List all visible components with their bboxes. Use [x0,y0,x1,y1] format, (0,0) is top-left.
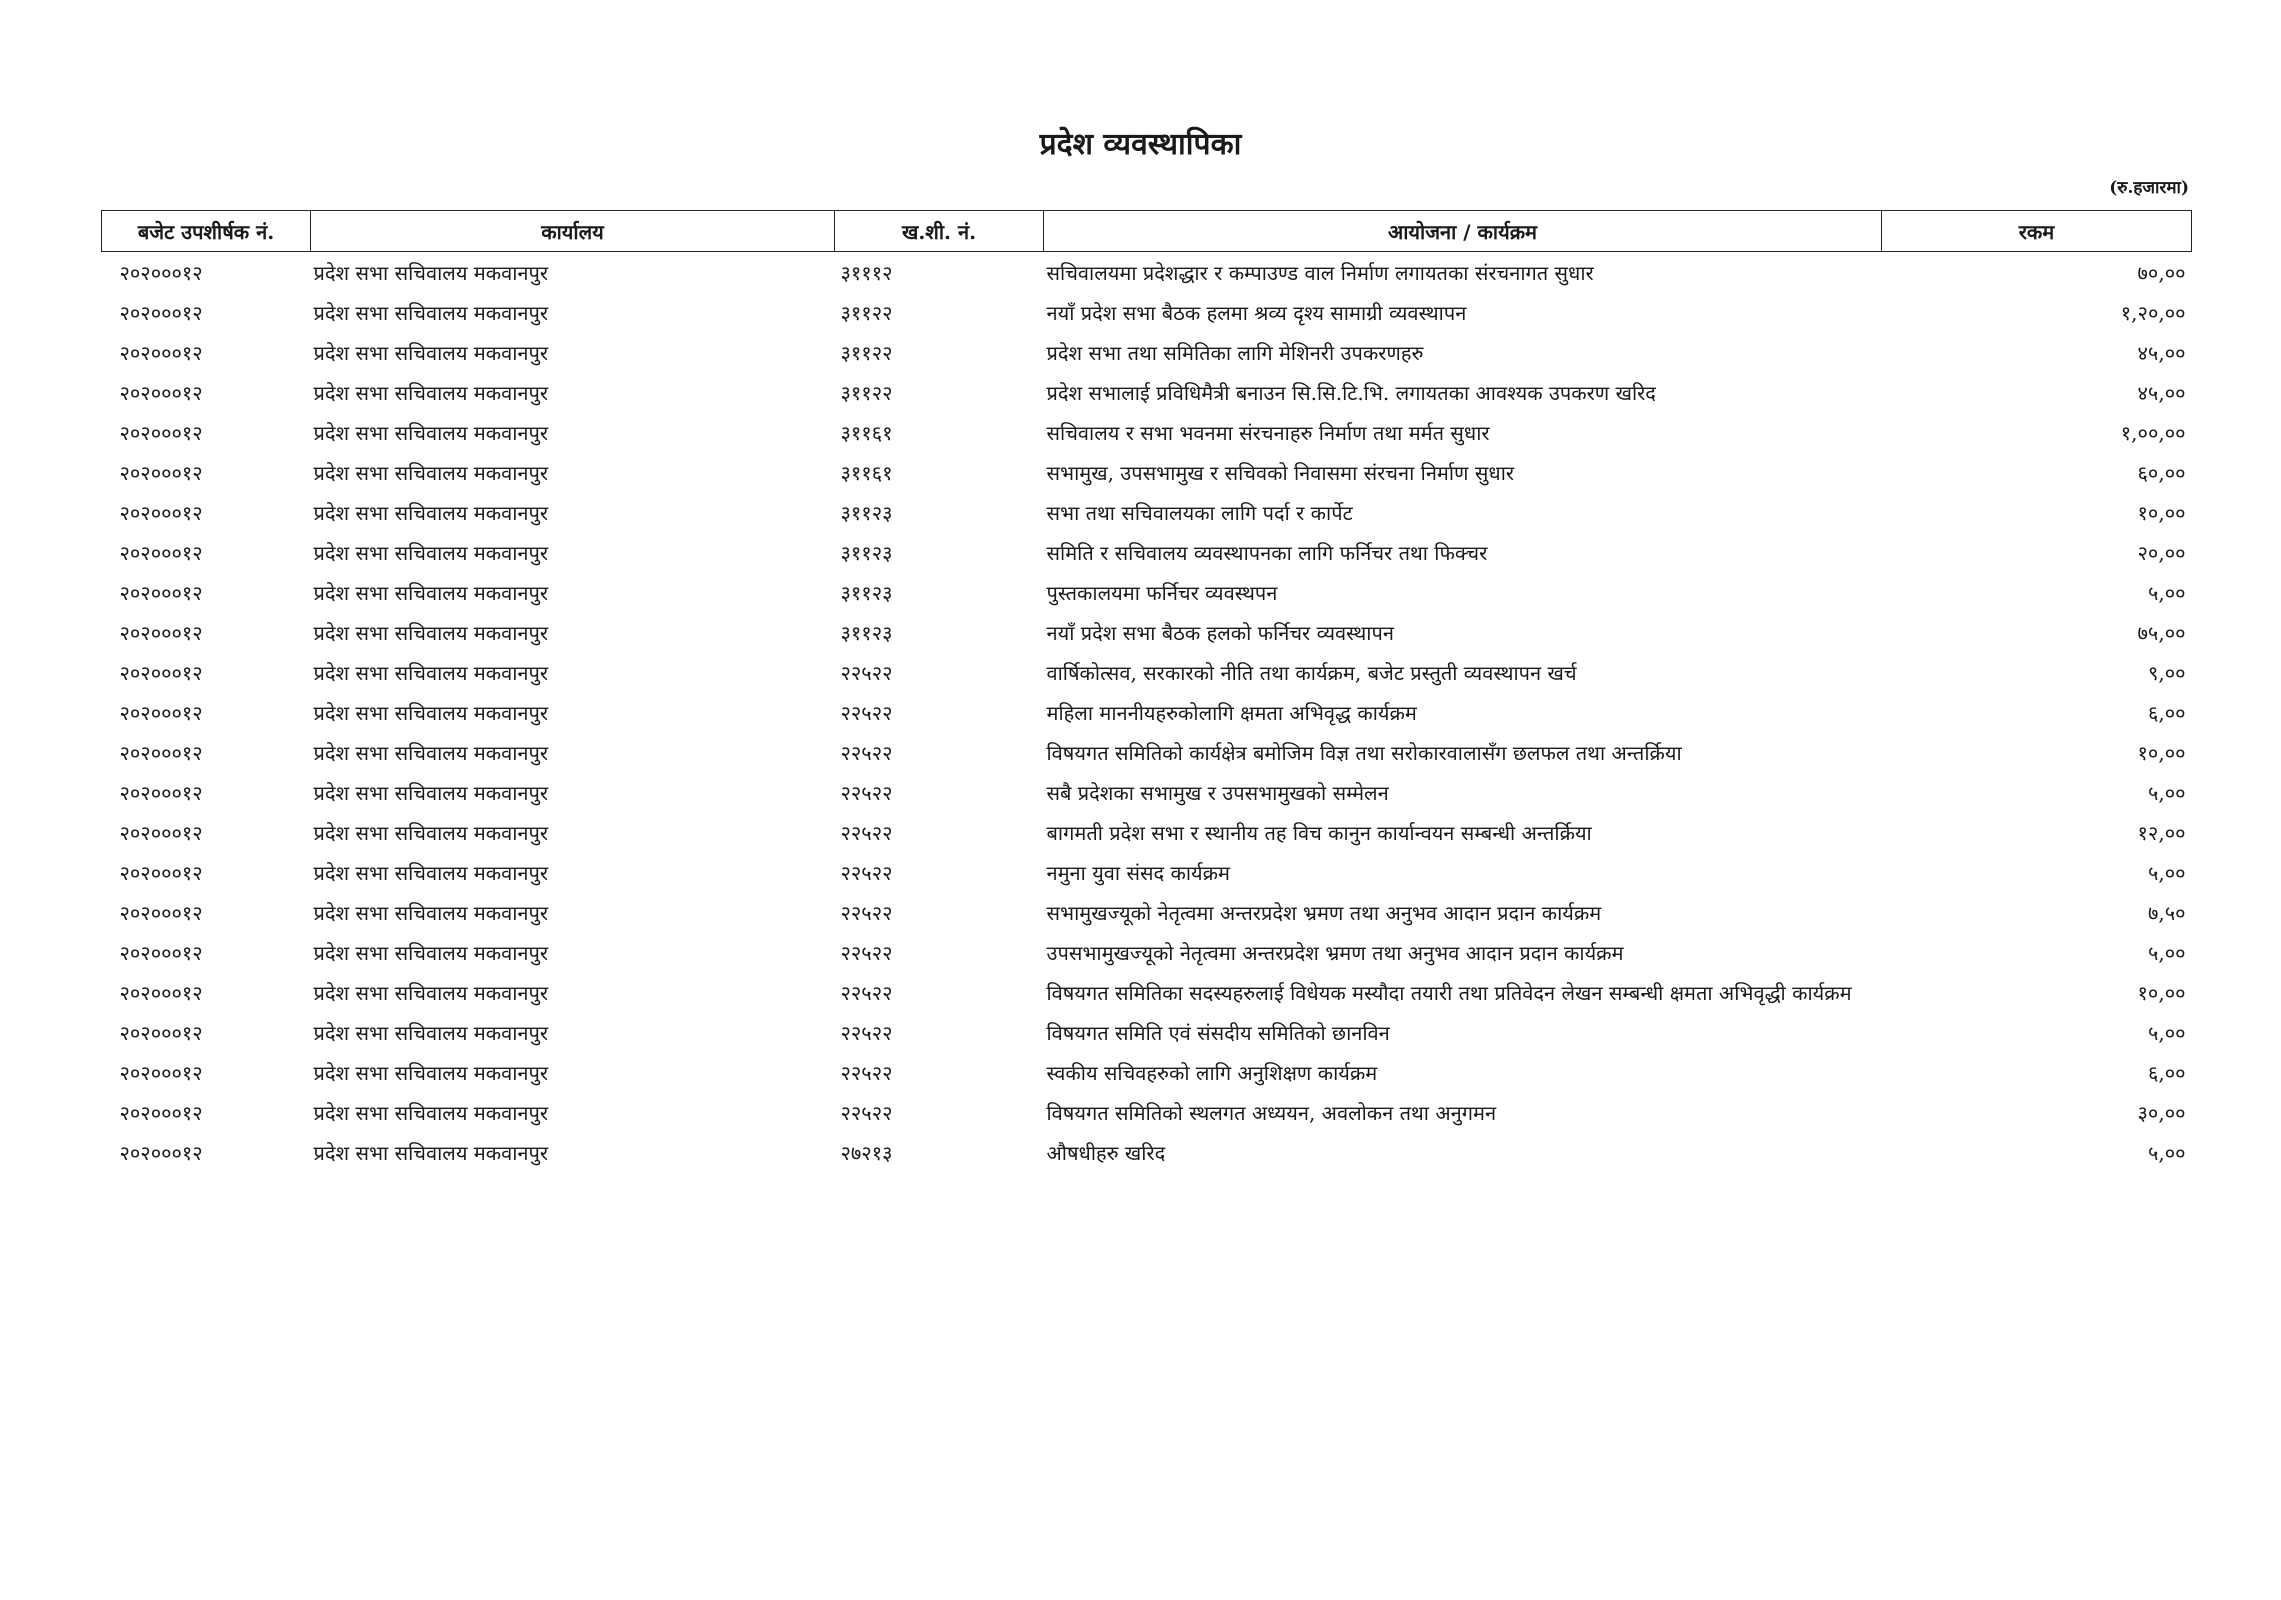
cell-expenditure-head-no: २२५२२ [840,941,893,965]
header-expenditure-head-no: ख.शी. नं. [835,211,1044,252]
cell-budget-subheading-no: २०२०००१२ [119,341,203,365]
cell-project-program: पुस्तकालयमा फर्निचर व्यवस्थपन [1046,581,1278,605]
table-row [102,1132,2192,1172]
cell-amount: ५,०० [2147,1141,2186,1165]
cell-budget-subheading-no: २०२०००१२ [119,1141,203,1165]
cell-budget-subheading-no: २०२०००१२ [119,581,203,605]
cell-project-program: महिला माननीयहरुकोलागि क्षमता अभिवृद्ध कार्यक्रम [1046,701,1417,725]
cell-project-program: विषयगत समितिका सदस्यहरुलाई विधेयक मस्यौदा तयारी तथा प्रतिवेदन लेखन सम्बन्धी क्षमता अभिवृद्धी कार्यक्रम [1046,981,1852,1005]
cell-office: प्रदेश सभा सचिवालय मकवानपुर [313,501,549,525]
cell-budget-subheading-no: २०२०००१२ [119,981,203,1005]
cell-project-program: सभा तथा सचिवालयका लागि पर्दा र कार्पेट [1046,501,1353,525]
table-row [102,852,2192,892]
cell-expenditure-head-no: ३११६१ [840,461,893,485]
cell-budget-subheading-no: २०२०००१२ [119,661,203,685]
cell-office: प्रदेश सभा सचिवालय मकवानपुर [313,621,549,645]
budget-table [101,210,2192,1172]
table-row [102,692,2192,732]
cell-project-program: समिति र सचिवालय व्यवस्थापनका लागि फर्निचर तथा फिक्चर [1046,541,1488,565]
cell-project-program: सभामुखज्यूको नेतृत्वमा अन्तरप्रदेश भ्रमण तथा अनुभव आदान प्रदान कार्यक्रम [1046,901,1602,925]
cell-expenditure-head-no: ३१११२ [840,261,893,285]
cell-amount: ७५,०० [2137,621,2186,645]
cell-amount: ५,०० [2147,581,2186,605]
cell-office: प्रदेश सभा सचिवालय मकवानपुर [313,341,549,365]
cell-project-program: प्रदेश सभालाई प्रविधिमैत्री बनाउन सि.सि.टि.भि. लगायतका आवश्यक उपकरण खरिद [1046,381,1656,405]
cell-amount: ४५,०० [2137,381,2186,405]
document-title: प्रदेश व्यवस्थापिका [1039,127,1242,162]
cell-expenditure-head-no: २२५२२ [840,901,893,925]
cell-office: प्रदेश सभा सचिवालय मकवानपुर [313,821,549,845]
cell-amount: ३०,०० [2137,1101,2186,1125]
cell-office: प्रदेश सभा सचिवालय मकवानपुर [313,781,549,805]
cell-expenditure-head-no: ३११६१ [840,421,893,445]
table-row [102,292,2192,332]
cell-expenditure-head-no: २२५२२ [840,1101,893,1125]
cell-project-program: नयाँ प्रदेश सभा बैठक हलको फर्निचर व्यवस्थापन [1046,621,1394,645]
cell-budget-subheading-no: २०२०००१२ [119,1021,203,1045]
cell-amount: ५,०० [2147,781,2186,805]
cell-project-program: सभामुख, उपसभामुख र सचिवको निवासमा संरचना निर्माण सुधार [1046,461,1515,485]
cell-amount: २०,०० [2137,541,2186,565]
cell-expenditure-head-no: ३११२२ [840,341,893,365]
cell-budget-subheading-no: २०२०००१२ [119,261,203,285]
cell-project-program: सचिवालय र सभा भवनमा संरचनाहरु निर्माण तथा मर्मत सुधार [1046,421,1490,445]
cell-expenditure-head-no: ३११२३ [840,621,893,645]
cell-budget-subheading-no: २०२०००१२ [119,421,203,445]
cell-expenditure-head-no: ३११२३ [840,581,893,605]
cell-expenditure-head-no: ३११२३ [840,541,893,565]
cell-office: प्रदेश सभा सचिवालय मकवानपुर [313,581,549,605]
cell-expenditure-head-no: ३११२२ [840,301,893,325]
table-body [102,252,2192,1173]
cell-expenditure-head-no: २२५२२ [840,861,893,885]
cell-amount: ५,०० [2147,941,2186,965]
cell-office: प्रदेश सभा सचिवालय मकवानपुर [313,981,549,1005]
cell-project-program: सचिवालयमा प्रदेशद्धार र कम्पाउण्ड वाल निर्माण लगायतका संरचनागत सुधार [1046,261,1594,285]
cell-office: प्रदेश सभा सचिवालय मकवानपुर [313,1101,549,1125]
header-amount: रकम [1882,211,2192,252]
cell-project-program: स्वकीय सचिवहरुको लागि अनुशिक्षण कार्यक्रम [1046,1061,1378,1085]
table-row [102,452,2192,492]
table-row [102,412,2192,452]
cell-office: प्रदेश सभा सचिवालय मकवानपुर [313,541,549,565]
cell-budget-subheading-no: २०२०००१२ [119,621,203,645]
table-row [102,532,2192,572]
cell-expenditure-head-no: २२५२२ [840,661,893,685]
cell-office: प्रदेश सभा सचिवालय मकवानपुर [313,261,549,285]
cell-budget-subheading-no: २०२०००१२ [119,541,203,565]
cell-office: प्रदेश सभा सचिवालय मकवानपुर [313,461,549,485]
cell-project-program: नयाँ प्रदेश सभा बैठक हलमा श्रव्य दृश्य सामाग्री व्यवस्थापन [1046,301,1467,325]
table-row [102,1092,2192,1132]
cell-amount: ६०,०० [2137,461,2186,485]
cell-expenditure-head-no: २७२१३ [840,1141,893,1165]
cell-budget-subheading-no: २०२०००१२ [119,781,203,805]
cell-amount: ५,०० [2147,861,2186,885]
cell-project-program: औषधीहरु खरिद [1046,1141,1166,1165]
cell-budget-subheading-no: २०२०००१२ [119,861,203,885]
table-row [102,1052,2192,1092]
cell-amount: १२,०० [2137,821,2186,845]
cell-amount: १,००,०० [2120,421,2186,445]
cell-office: प्रदेश सभा सचिवालय मकवानपुर [313,741,549,765]
cell-amount: ७,५० [2147,901,2186,925]
cell-budget-subheading-no: २०२०००१२ [119,741,203,765]
cell-expenditure-head-no: २२५२२ [840,1021,893,1045]
unit-note: (रु.हजारमा) [2109,178,2189,198]
table-row [102,572,2192,612]
table-row [102,652,2192,692]
table-row [102,932,2192,972]
cell-budget-subheading-no: २०२०००१२ [119,501,203,525]
cell-amount: १,२०,०० [2120,301,2186,325]
cell-amount: ४५,०० [2137,341,2186,365]
cell-office: प्रदेश सभा सचिवालय मकवानपुर [313,1141,549,1165]
table-row [102,812,2192,852]
cell-expenditure-head-no: २२५२२ [840,701,893,725]
cell-amount: ६,०० [2147,701,2186,725]
cell-amount: ६,०० [2147,1061,2186,1085]
cell-project-program: बागमती प्रदेश सभा र स्थानीय तह विच कानुन कार्यान्वयन सम्बन्धी अन्तर्क्रिया [1046,821,1592,845]
table-header [102,211,2192,252]
cell-amount: ५,०० [2147,1021,2186,1045]
table-row [102,492,2192,532]
header-office: कार्यालय [311,211,835,252]
cell-budget-subheading-no: २०२०००१२ [119,301,203,325]
cell-office: प्रदेश सभा सचिवालय मकवानपुर [313,381,549,405]
cell-budget-subheading-no: २०२०००१२ [119,701,203,725]
cell-office: प्रदेश सभा सचिवालय मकवानपुर [313,421,549,445]
cell-expenditure-head-no: ३११२२ [840,381,893,405]
header-budget-subheading-no: बजेट उपशीर्षक नं. [102,211,311,252]
cell-expenditure-head-no: २२५२२ [840,821,893,845]
cell-expenditure-head-no: २२५२२ [840,981,893,1005]
cell-budget-subheading-no: २०२०००१२ [119,941,203,965]
cell-project-program: वार्षिकोत्सव, सरकारको नीति तथा कार्यक्रम, बजेट प्रस्तुती व्यवस्थापन खर्च [1046,661,1577,685]
cell-project-program: उपसभामुखज्यूको नेतृत्वमा अन्तरप्रदेश भ्रमण तथा अनुभव आदान प्रदान कार्यक्रम [1046,941,1624,965]
cell-project-program: नमुना युवा संसद कार्यक्रम [1046,861,1230,885]
cell-budget-subheading-no: २०२०००१२ [119,461,203,485]
cell-office: प्रदेश सभा सचिवालय मकवानपुर [313,901,549,925]
cell-office: प्रदेश सभा सचिवालय मकवानपुर [313,301,549,325]
cell-office: प्रदेश सभा सचिवालय मकवानपुर [313,861,549,885]
cell-project-program: विषयगत समिति एवं संसदीय समितिको छानविन [1046,1021,1390,1045]
cell-office: प्रदेश सभा सचिवालय मकवानपुर [313,1021,549,1045]
table-row [102,612,2192,652]
cell-project-program: विषयगत समितिको कार्यक्षेत्र बमोजिम विज्ञ तथा सरोकारवालासँग छलफल तथा अन्तर्क्रिया [1046,741,1682,765]
header-project-program: आयोजना / कार्यक्रम [1044,211,1882,252]
table-row [102,732,2192,772]
cell-budget-subheading-no: २०२०००१२ [119,381,203,405]
cell-amount: ९,०० [2147,661,2186,685]
header-row [102,211,2192,252]
table-row [102,1012,2192,1052]
cell-budget-subheading-no: २०२०००१२ [119,1061,203,1085]
table-row [102,892,2192,932]
cell-office: प्रदेश सभा सचिवालय मकवानपुर [313,941,549,965]
cell-office: प्रदेश सभा सचिवालय मकवानपुर [313,701,549,725]
cell-expenditure-head-no: २२५२२ [840,1061,893,1085]
cell-expenditure-head-no: २२५२२ [840,741,893,765]
cell-expenditure-head-no: २२५२२ [840,781,893,805]
table-row [102,252,2192,293]
cell-amount: १०,०० [2137,741,2186,765]
table-row [102,372,2192,412]
cell-budget-subheading-no: २०२०००१२ [119,901,203,925]
cell-project-program: प्रदेश सभा तथा समितिका लागि मेशिनरी उपकरणहरु [1046,341,1424,365]
table-row [102,332,2192,372]
cell-amount: १०,०० [2137,981,2186,1005]
table-row [102,972,2192,1012]
cell-budget-subheading-no: २०२०००१२ [119,821,203,845]
cell-office: प्रदेश सभा सचिवालय मकवानपुर [313,661,549,685]
cell-project-program: विषयगत समितिको स्थलगत अध्ययन, अवलोकन तथा अनुगमन [1046,1101,1497,1125]
table-row [102,772,2192,812]
cell-amount: १०,०० [2137,501,2186,525]
cell-budget-subheading-no: २०२०००१२ [119,1101,203,1125]
cell-amount: ७०,०० [2137,261,2186,285]
cell-project-program: सबै प्रदेशका सभामुख र उपसभामुखको सम्मेलन [1046,781,1389,805]
cell-office: प्रदेश सभा सचिवालय मकवानपुर [313,1061,549,1085]
cell-expenditure-head-no: ३११२३ [840,501,893,525]
